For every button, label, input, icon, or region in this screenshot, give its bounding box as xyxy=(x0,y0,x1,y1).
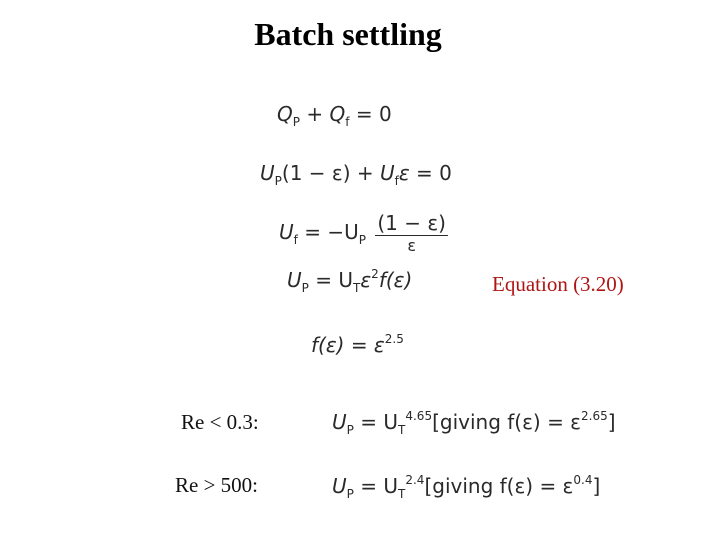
fraction: $\frac{(1 - \varepsilon)}{\varepsilon}$ xyxy=(377,211,446,255)
equation-voidage-function: $f(\varepsilon) = \varepsilon^{2.5}$ xyxy=(311,332,404,357)
equation-low-reynolds: $U_P$ = $U_T^{4.65}[giving$ $f(\varepsilon) = \varepsilon^{2.65}$] xyxy=(332,409,616,437)
equation-reference: Equation (3.20) xyxy=(492,272,624,296)
equation-velocity-balance: $U_P(1 - \varepsilon) + U_f\varepsilon = 0$ xyxy=(260,161,452,188)
condition-high-reynolds: Re > 500: xyxy=(175,473,259,497)
equation-flux-balance: $Q_P + Q_f = 0$ xyxy=(277,102,392,129)
slide-title: Batch settling xyxy=(254,16,442,52)
equation-particle-velocity: $U_P = U_T\varepsilon^2f(\varepsilon)$ xyxy=(287,267,413,295)
equation-fluid-velocity: $U_f = -U_P$ $\frac{(1 - \varepsilon)}{\varepsilon}$ xyxy=(279,211,446,255)
condition-low-reynolds: Re < 0.3: xyxy=(181,410,259,434)
equation-high-reynolds: $U_P$ = $U_T^{2.4}[giving$ $f(\varepsilon) = \varepsilon^{0.4}$] xyxy=(332,473,601,501)
